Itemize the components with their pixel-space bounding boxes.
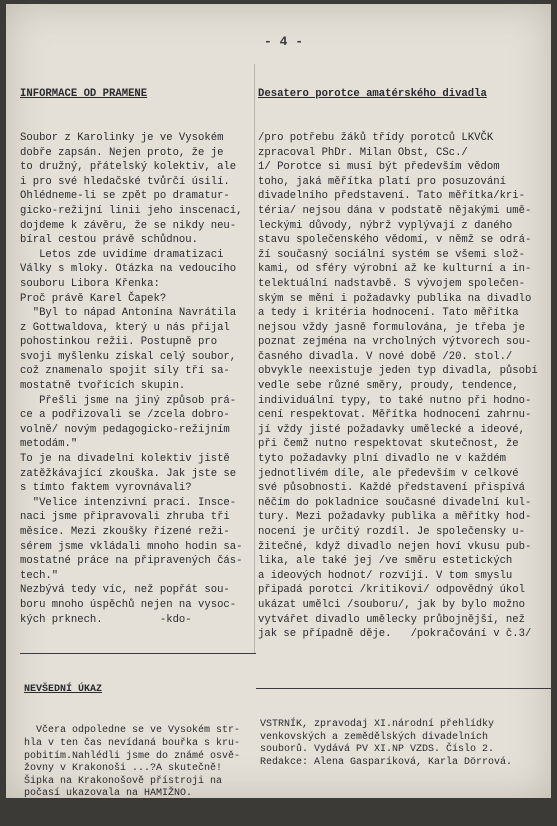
text-line: leckými důvody, nýbrž vyplývají z daného (258, 219, 513, 232)
text-line: zatěžkávající zkouška. Jak jste se (20, 467, 237, 480)
text-line: své působnosti. Každé představení přispívá (258, 482, 526, 495)
text-line: metodám." (20, 438, 78, 451)
text-line: jí vždy jisté požadavky umělecké a ideové, (258, 423, 526, 436)
text-line: ce a podřizovali se /zcela dobro- (20, 409, 230, 422)
text-line: toho, jaká měřítka platí pro posuzování (258, 175, 506, 188)
text-line: souborů. Vydává PV XI.NP VZDS. Číslo 2. (260, 744, 495, 756)
article-body (24, 725, 254, 801)
text-line: nejsou vždy jasně formulována, je třeba je (258, 321, 526, 334)
text-line: souboru Libora Křenka: (20, 277, 160, 290)
text-line: VSTRNÍK, zpravodaj XI.národní přehlídky (260, 719, 495, 731)
text-line: mostatné práce na připravených čás- (20, 555, 243, 568)
imprint-body (260, 719, 550, 769)
text-line: téria/ nejsou dána v podstatě nějakými umě- (258, 204, 532, 217)
text-line: z Gottwaldova, který u nás přijal (20, 321, 230, 334)
text-line: 1/ Porotce si musí být především vědom (258, 161, 500, 174)
text-line: Šipka na Krakonošově přístroji na (24, 775, 223, 787)
text-line: pobitím.Nahlédli jsme do známé osvě- (24, 750, 241, 762)
article-nevsedni-ukaz (24, 659, 254, 826)
text-line: tury. Mezi požadavky publika a měřítky hod- (258, 511, 532, 524)
text-line: dobře zapsán. Nejen proto, že je (20, 146, 224, 159)
text-line: nocení je určitý rozdíl. Je společensky u- (258, 526, 526, 538)
text-line: to družný, přátelský kolektiv, ale (20, 161, 237, 174)
text-line: svoji myšlenku získal celý soubor, (20, 350, 237, 363)
text-line: telektuální nadstavbě. S vývojem společen- (258, 277, 526, 290)
article-heading: NEVŠEDNÍ ÚKAZ (24, 684, 103, 696)
section-divider (256, 688, 554, 689)
text-line: ukázat umělci /souboru/, jak by bylo možno (258, 598, 526, 611)
text-line: lika, ale také jej /ve směru estetických (258, 555, 513, 568)
article-body (258, 131, 554, 642)
text-line: gicko-režijní linii jeho inscenací, (20, 204, 243, 217)
text-line: vytvářet divadlo umělecky průbojnější, než (258, 613, 526, 626)
text-line: Včera odpoledne se ve Vysokém str- (24, 725, 241, 737)
text-line: měsíce. Mezi zkoušky řízené reži- (20, 526, 230, 538)
text-line: dojdeme k závěru, že se nikdy neu- (20, 219, 237, 232)
masthead-imprint (260, 694, 550, 795)
text-line: tyto požadavky plní divadlo ne v každém (258, 453, 506, 466)
text-line: Letos zde uvidíme dramatizaci (20, 248, 224, 261)
text-line: hla v ten čas nevídaná bouřka s kru- (24, 737, 241, 749)
text-line: jednotlivém díle, ale především v celkové (258, 467, 519, 480)
article-informace-od-pramene (20, 58, 260, 656)
text-line: kých prknech. -kdo- (20, 613, 192, 626)
page-number: - 4 - (264, 34, 304, 49)
text-line: Války s mloky. Otázka na vedoucího (20, 263, 237, 276)
text-line: individuální typy, to také nutno při hodno- (258, 394, 532, 407)
text-line: obvykle neexistuje jeden typ divadla, působí (258, 365, 538, 378)
article-desatero-porotce (258, 58, 554, 671)
text-line: naci jsme připravovali zhruba tři (20, 511, 230, 524)
text-line: stavu společenského vědomí, v němž se odrá- (258, 234, 532, 247)
text-line: a tedy i kritéria hodnocení. Tato měřítka (258, 307, 519, 320)
text-line: volně/ novým pedagogicko-režijním (20, 423, 230, 436)
text-line: "Velice intenzivní prací. Insce- (20, 496, 237, 509)
text-line: pohostinkou režii. Postupně pro (20, 336, 218, 349)
text-line: bíral cestou právě schůdnou. (20, 234, 199, 247)
text-line: Nezbývá tedy víc, než popřát sou- (20, 584, 230, 597)
text-line: počasí ukazovala na HAMIŽNO. (24, 788, 193, 800)
text-line: divadelního představení. Tato měřítka/kri- (258, 190, 526, 203)
text-line: sérem jsme vkládali mnoho hodin sa- (20, 540, 243, 553)
text-line: ským se mění i požadavky publika na divadlo (258, 292, 532, 305)
text-line: což znamenalo spojit síly tří sa- (20, 365, 230, 378)
article-heading: Desatero porotce amatérského divadla (258, 88, 487, 101)
text-line: připadá porotci /kritikovi/ odpovědný úkol (258, 584, 526, 597)
text-line: Přešli jsme na jiný způsob prá- (20, 394, 237, 407)
text-line: Redakce: Alena Gaspariková, Karla Dörrová. (260, 756, 513, 768)
text-line: mostatně tvořících skupin. (20, 380, 186, 393)
text-line: Ohlédneme-li se zpět po dramatur- (20, 190, 230, 203)
document-page (6, 4, 551, 798)
article-heading: INFORMACE OD PRAMENE (20, 88, 148, 101)
text-line: boru mnoho úspěchů nejen na vysoc- (20, 598, 237, 611)
text-line: poznat zejména na vrcholných výtvorech sou- (258, 336, 532, 349)
text-line: To je na divadelní kolektiv jistě (20, 453, 230, 466)
text-line: časného divadla. V nové době /20. stol./ (258, 350, 513, 363)
text-line: tech." (20, 569, 59, 582)
text-line: i pro své hledačské tvůrčí úsilí. (20, 175, 230, 188)
text-line: jak se případně děje. /pokračování v č.3/ (258, 628, 532, 641)
text-line: ží současný sociální systém se všemi slož- (258, 248, 526, 261)
text-line: vedle sebe různé směry, proudy, tendence, (258, 380, 519, 393)
text-line: něčím do pokladnice současné divadelní kul- (258, 496, 532, 509)
text-line: /pro potřebu žáků třídy porotců LKVČK (258, 131, 494, 144)
article-body (20, 131, 260, 627)
text-line: zpracoval PhDr. Milan Obst, CSc./ (258, 146, 468, 159)
text-line: venkovských a zemědělských divadelních (260, 731, 489, 743)
text-line: s tímto faktem vyrovnávali? (20, 482, 192, 495)
text-line: "Byl to nápad Antonína Navrátila (20, 307, 237, 320)
text-line: cení respektovat. Měřítka hodnocení zahrnu- (258, 409, 532, 422)
text-line: Soubor z Karolinky je ve Vysokém (20, 131, 224, 144)
text-line: žitečné, když divadlo nejen hoví vkusu pub- (258, 540, 532, 553)
text-line: Proč právě Karel Čapek? (20, 292, 167, 305)
text-line: kami, od sféry výrobní až ke kulturní a in- (258, 263, 532, 276)
section-divider (20, 653, 256, 654)
text-line: a ideových hodnot/ rozvíjí. V tom smyslu (258, 569, 513, 582)
text-line: při čemž nutno respektovat skutečnost, že (258, 438, 519, 451)
text-line: žovny v Krakonoši ...?A skutečně! (24, 763, 223, 775)
